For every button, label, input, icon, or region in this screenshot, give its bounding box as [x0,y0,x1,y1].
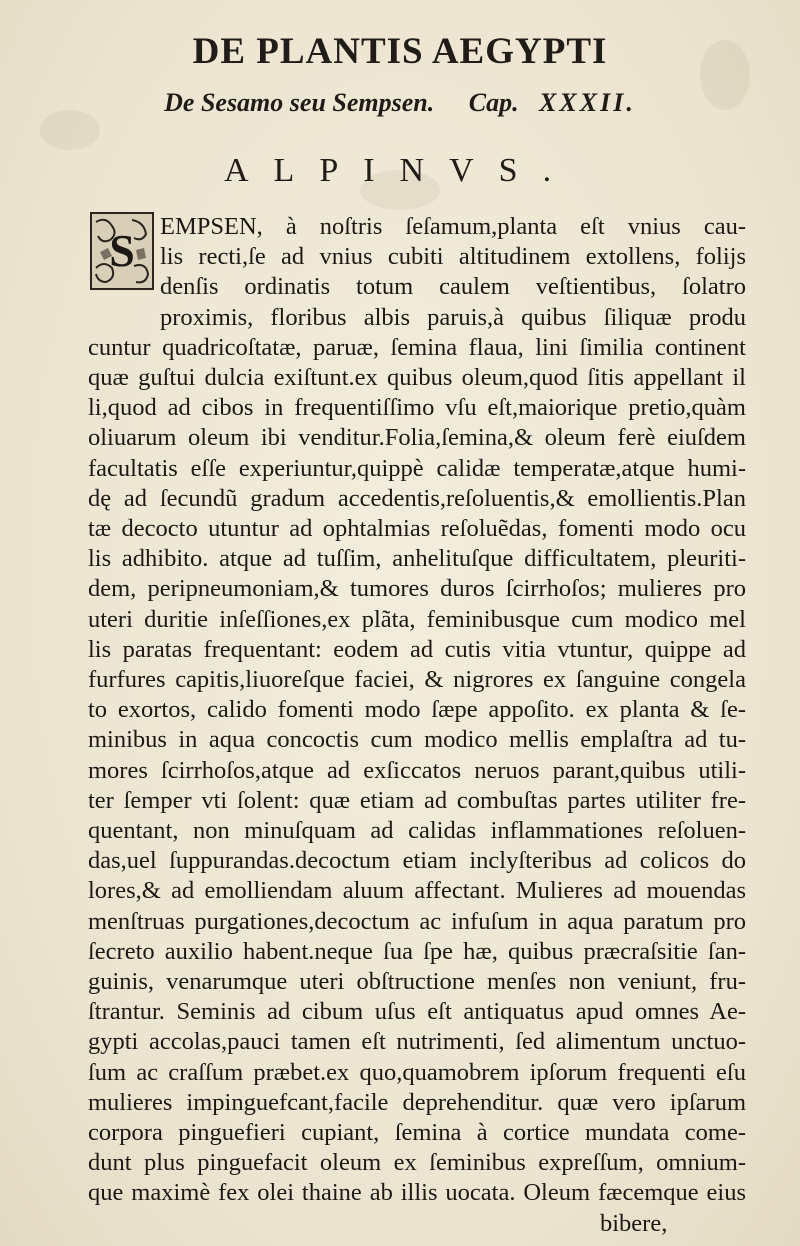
chapter-title: De Sesamo seu Sempsen. [164,88,435,117]
text-line: lis recti,ſe ad vnius cubiti altitudinem extollens, folijs [160,243,746,271]
text-line: lores,& ad emolliendam aluum affectant. Mulieres ad mouendas [88,877,746,905]
text-line: to exortos, calido fomenti modo ſæpe appoſito. ex planta & ſe- [88,696,746,724]
text-line: das,uel ſuppurandas.decoctum etiam inclyſteribus ad colicos do [88,847,746,875]
text-line: proximis, floribus albis paruis,à quibus ſiliquæ produ [160,303,746,331]
chapter-heading [0,88,800,118]
text-line: oliuarum oleum ibi venditur.Folia,ſemina,& oleum ferè eiuſdem [88,424,746,452]
text-line: li,quod ad cibos in frequentiſſimo vſu eſt,maiorique pretio,quàm [88,394,746,422]
text-line: denſis ordinatis totum caulem veſtientibus, ſolatro [160,273,746,301]
body-text [88,212,746,1207]
author-heading: ALPINVS. [224,152,577,189]
svg-text:S: S [109,225,135,276]
text-line: ſum ac craſſum præbet.ex quo,quamobrem ipſorum frequenti eſu [88,1058,746,1086]
text-line: furfures capitis,liuoreſque faciei, & nigrores ex ſanguine congela [88,666,746,693]
text-line: quentant, non minuſquam ad calidas inflammationes reſoluen- [88,817,746,844]
catchword: bibere, [600,1210,668,1237]
running-head: DE PLANTIS AEGYPTI [192,31,608,72]
chapter-cap-label: Cap. [468,88,519,117]
text-line: EMPSEN, à noſtris ſeſamum,planta eſt vnius cau- [160,213,746,240]
text-line: dunt plus pinguefacit oleum ex ſeminibus expreſſum, omnium- [88,1149,746,1177]
text-line: corpora pinguefieri cupiant, ſemina à cortice mundata come- [88,1119,746,1146]
text-line: guinis, venarumque uteri obſtructione menſes non veniunt, fru- [88,968,746,995]
text-line: menſtruas purgationes,decoctum ac infuſum in aqua paratum pro [88,907,746,935]
text-line: lis adhibito. atque ad tuſſim, anhelituſque difficultatem, pleuriti- [88,545,746,573]
text-line: minibus in aqua concoctis cum modico mellis emplaſtra ad tu- [88,726,746,754]
text-line: lis paratas frequentant: eodem ad cutis vitia vtuntur, quippe ad [88,635,746,663]
text-line: ter ſemper vti ſolent: quæ etiam ad combuſtas partes utiliter fre- [88,786,746,814]
text-line: mulieres impinguefcant,facile deprehenditur. quæ vero ipſarum [88,1088,746,1116]
text-line: ſtrantur. Seminis ad cibum uſus eſt antiquatus apud omnes Ae- [88,998,746,1026]
text-line: facultatis eſſe experiuntur,quippè calidæ temperatæ,atque humi- [88,454,746,482]
text-line: gypti accolas,pauci tamen eſt nutrimenti, ſed alimentum unctuo- [88,1028,746,1056]
text-line: tæ decocto utuntur ad ophtalmias reſoluẽdas, fomenti modo ocu [88,515,746,542]
text-line: ſecreto auxilio habent.neque ſua ſpe hæ, quibus præcraſsitie ſan- [88,937,746,965]
text-line: quæ guſtui dulcia exiſtunt.ex quibus oleum,quod ſitis appellant il [88,364,746,391]
text-line: dem, peripneumoniam,& tumores duros ſcirrhoſos; mulieres pro [88,575,746,603]
text-line: mores ſcirrhoſos,atque ad exſiccatos neruos parant,quibus utili- [88,756,746,784]
chapter-number: XXXII. [539,88,636,117]
text-line: dę ad ſecundũ gradum accedentis,reſoluentis,& emollientis.Plan [88,484,746,512]
text-line: cuntur quadricoſtatæ, paruæ, ſemina flaua, lini ſimilia continent [88,333,746,361]
text-line: uteri duritie inſeſſiones,ex plãta, feminibusque cum modico mel [88,605,746,633]
text-line: que maximè fex olei thaine ab illis uocata. Oleum fæcemque eius [88,1179,746,1207]
